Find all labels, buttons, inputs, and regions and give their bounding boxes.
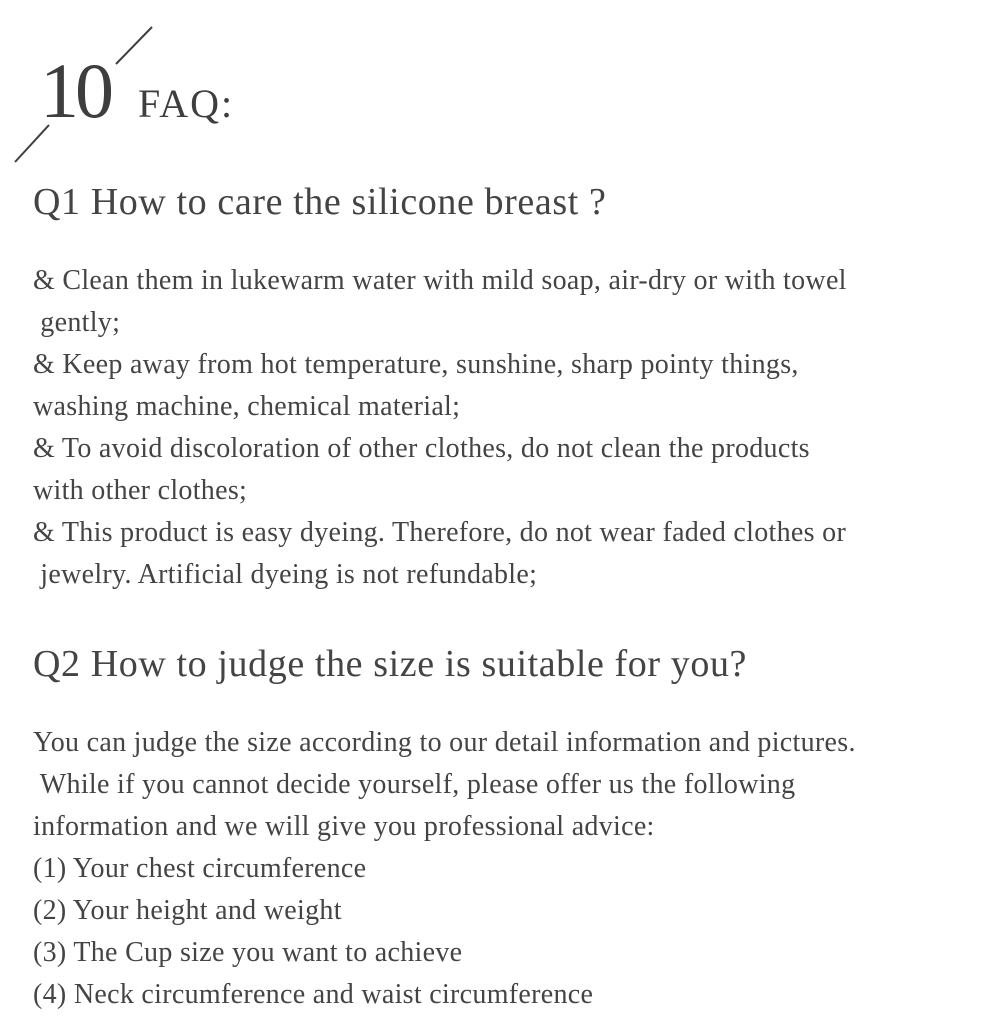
- answer-line: jewelry. Artificial dyeing is not refundable;: [33, 559, 538, 590]
- answer-line: (2) Your height and weight: [33, 895, 342, 926]
- answer-2: [33, 722, 999, 1016]
- answer-line: (3) The Cup size you want to achieve: [33, 937, 463, 968]
- answer-line: You can judge the size according to our detail information and pictures.: [33, 727, 856, 758]
- answer-line: & To avoid discoloration of other clothes, do not clean the products: [33, 433, 810, 464]
- answer-line: & This product is easy dyeing. Therefore, do not wear faded clothes or: [33, 517, 847, 548]
- question-2: Q2 How to judge the size is suitable for you?: [33, 643, 748, 685]
- answer-line: & Clean them in lukewarm water with mild soap, air-dry or with towel: [33, 265, 847, 296]
- section-number: 10: [40, 47, 110, 134]
- answer-line: (4) Neck circumference and waist circumference: [33, 979, 594, 1010]
- answer-line: (1) Your chest circumference: [33, 853, 367, 884]
- answer-line: While if you cannot decide yourself, please offer us the following: [33, 769, 796, 800]
- answer-line: washing machine, chemical material;: [33, 391, 461, 422]
- answer-line: with other clothes;: [33, 475, 248, 506]
- question-1: Q1 How to care the silicone breast ?: [33, 181, 607, 223]
- answer-line: & Keep away from hot temperature, sunshine, sharp pointy things,: [33, 349, 799, 380]
- answer-line: gently;: [33, 307, 121, 338]
- section-title: FAQ:: [138, 81, 235, 126]
- answer-1: [33, 260, 999, 596]
- section-header: [0, 0, 400, 170]
- answer-line: information and we will give you professional advice:: [33, 811, 655, 842]
